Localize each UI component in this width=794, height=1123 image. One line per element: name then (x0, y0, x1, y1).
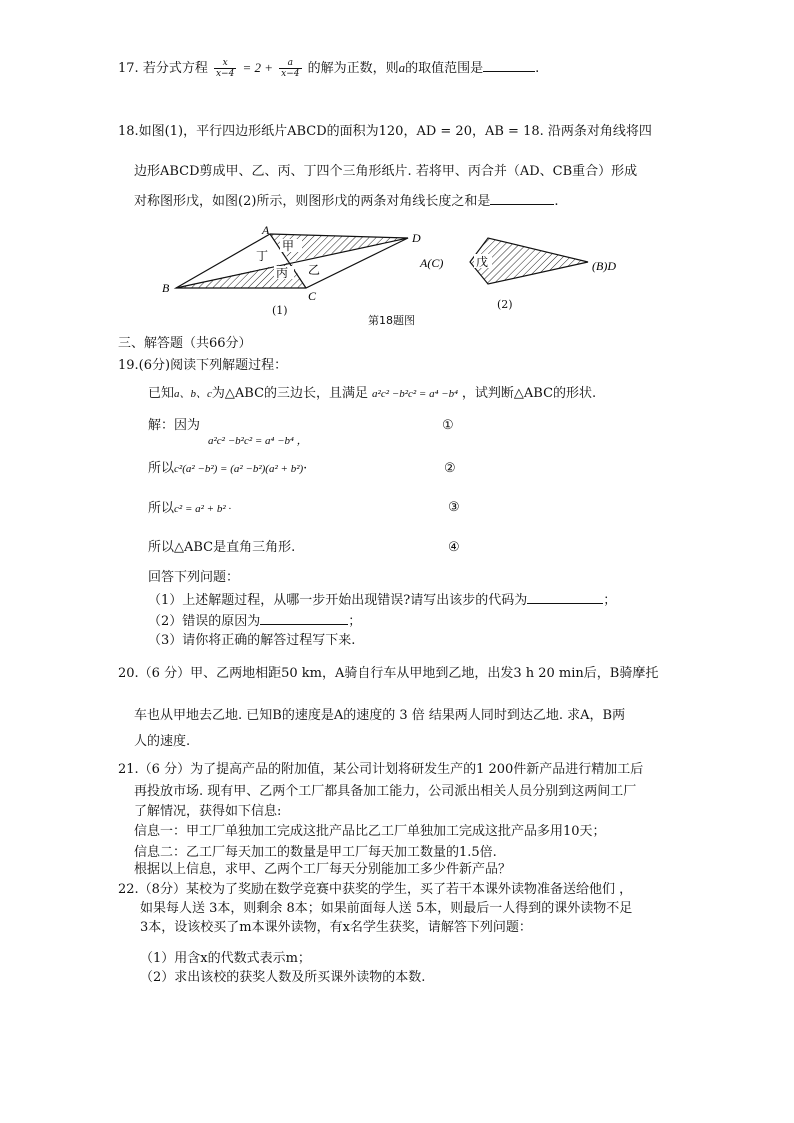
q21-line4: 根据以上信息，求甲、乙两个工厂每天分别能加工多少件新产品？ (134, 862, 512, 877)
q19-mark1: ① (442, 418, 454, 433)
answer-blank[interactable] (490, 192, 554, 205)
q19-given: 已知a、b、c为△ABC的三边长，且满足 a²c² −b²c² = a⁴ −b⁴ ，试判断△ABC的形状. (148, 386, 597, 401)
section-3-heading: 三、解答题（共66分） (118, 336, 252, 351)
q20-line3: 人的速度. (134, 734, 191, 749)
q21-line3: 了解情况，获得如下信息: (134, 804, 282, 819)
q19-ask2: （2）错误的原因为 ； (148, 614, 362, 629)
answer-blank[interactable] (527, 591, 603, 604)
q19-step2: 所以c²(a² −b²) = (a² −b²)(a² + b²)· (148, 461, 308, 476)
label-b: B (162, 281, 170, 295)
q19-ask1: （1）上述解题过程，从哪一步开始出现错误?请写出该步的代码为 ； (148, 593, 617, 608)
q20-line1: 20.（6 分）甲、乙两地相距50 km，A骑自行车从甲地到乙地，出发3 h 20 min后，B骑摩托 (118, 666, 659, 681)
label-d: D (412, 231, 421, 245)
q19-step4: 所以△ABC是直角三角形. (148, 540, 296, 555)
answer-blank[interactable] (260, 612, 348, 625)
answer-blank[interactable] (483, 59, 535, 72)
q19-step1: a²c² −b²c² = a⁴ −b⁴ ， (208, 435, 308, 447)
q21-info2: 信息二：乙工厂每天加工的数量是甲工厂每天加工数量的1.5倍. (134, 845, 497, 860)
q18-line3: 对称图形戊，如图(2)所示，则图形戊的两条对角线长度之和是 . (134, 194, 559, 209)
label-c: C (308, 289, 317, 303)
label-yi: 乙 (308, 263, 321, 277)
label-ding: 丁 (256, 249, 269, 263)
q19-ask: 回答下列问题： (148, 570, 240, 585)
fig1-caption: (1) (272, 304, 288, 317)
label-wu: 戊 (476, 255, 489, 269)
q18-line2: 边形ABCD剪成甲、乙、丙、丁四个三角形纸片. 若将甲、丙合并（AD、CB重合）形成 (134, 164, 638, 179)
q17: 17. 若分式方程 $\frac{x}{x-4}$ = 2 + $\frac{a}{x-4}$ 的解为正数，则a的取值范围是 . (118, 58, 540, 79)
q22-ask1: （1）用含x的代数式表示m； (140, 951, 311, 966)
q20-line2: 车也从甲地去乙地. 已知B的速度是A的速度的 3 倍 结果两人同时到达乙地. 求A，B两 (134, 708, 626, 723)
label-bing: 丙 (276, 266, 289, 280)
q19-mark3: ③ (448, 500, 460, 515)
label-a: A (262, 223, 270, 237)
label-ac: A(C) (420, 256, 444, 270)
figure-2-kite (418, 232, 638, 292)
q19-mark2: ② (444, 461, 456, 476)
q19-heading: 19.(6分)阅读下列解题过程： (118, 358, 288, 373)
q19-mark4: ④ (448, 540, 460, 555)
q22-line3: 3本，设该校买了m本课外读物，有x名学生获奖，请解答下列问题： (140, 920, 532, 935)
q21-line1: 21.（6 分）为了提高产品的附加值，某公司计划将研发生产的1 200件新产品进行精加工后 (118, 762, 644, 777)
q22-ask2: （2）求出该校的获奖人数及所买课外读物的本数. (140, 970, 426, 985)
figure-1-parallelogram (158, 222, 428, 322)
q19-step3: 所以c² = a² + b² · (148, 501, 232, 516)
q19-sol-label: 解：因为 (148, 418, 201, 433)
q21-line2: 再投放市场. 现有甲、乙两个工厂都具备加工能力，公司派出相关人员分别到这两间工厂 (134, 784, 637, 799)
q21-info1: 信息一：甲工厂单独加工完成这批产品比乙工厂单独加工完成这批产品多用10天； (134, 824, 606, 839)
label-bd: (B)D (592, 259, 616, 273)
label-jia: 甲 (282, 239, 295, 253)
q22-line2: 如果每人送 3本，则剩余 8本；如果前面每人送 5本，则最后一人得到的课外读物不足 (140, 901, 633, 916)
fig2-caption: (2) (497, 298, 513, 311)
fraction-x-over-x-4: $\frac{x}{x-4}$ (215, 58, 235, 79)
q19-ask3: （3）请你将正确的解答过程写下来. (148, 633, 356, 648)
fraction-a-over-x-4: $\frac{a}{x-4}$ (281, 58, 300, 79)
figure-title: 第18题图 (368, 314, 415, 327)
q18-line1: 18.如图(1)，平行四边形纸片ABCD的面积为120，AD = 20，AB = 18. 沿两条对角线将四 (118, 124, 652, 139)
q22-line1: 22.（8分）某校为了奖励在数学竞赛中获奖的学生，买了若干本课外读物准备送给他们 ， (118, 882, 633, 897)
